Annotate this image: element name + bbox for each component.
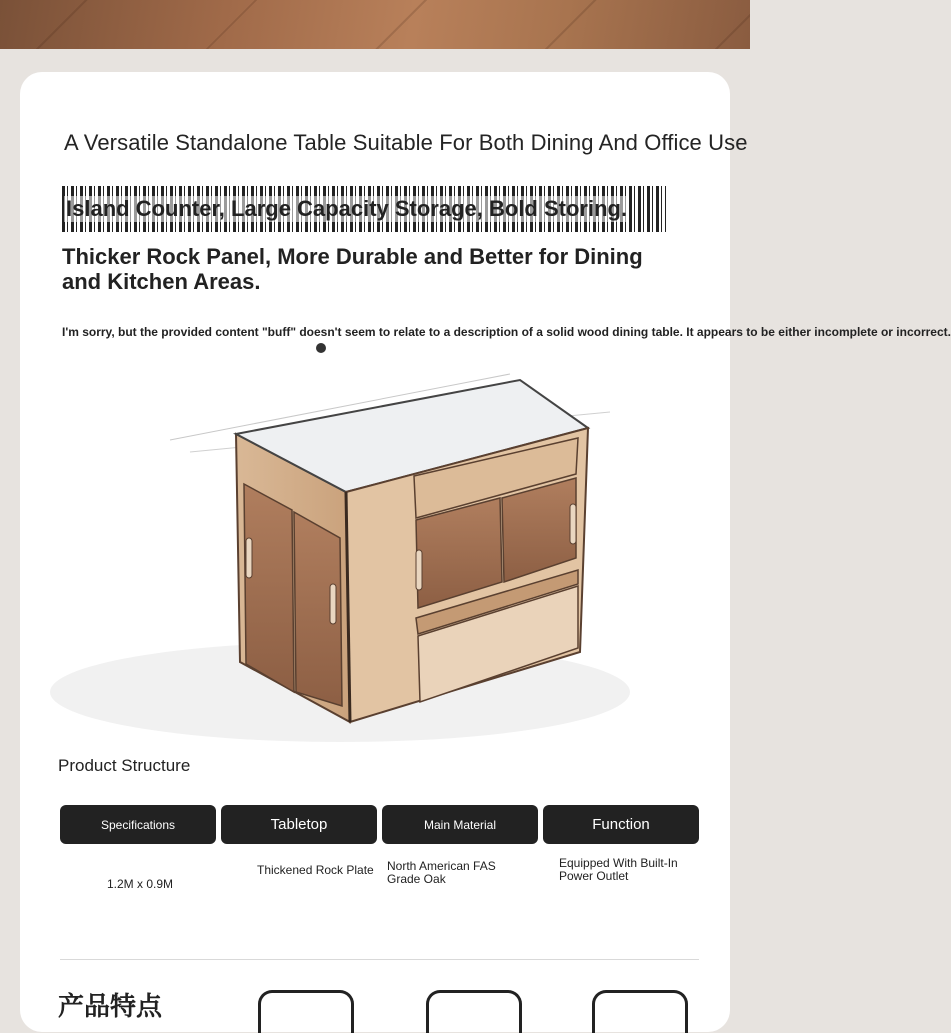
headline-versatile: A Versatile Standalone Table Suitable For Both Dining And Office Use (64, 130, 748, 155)
product-structure-title: Product Structure (58, 756, 191, 775)
feature-icon-3 (592, 990, 688, 1033)
island-cabinet-illustration (50, 362, 670, 752)
headline-island-counter-banner (62, 186, 666, 232)
product-card (20, 72, 951, 1032)
cursor-dot-icon (316, 343, 326, 353)
tab-tabletop[interactable]: Tabletop (221, 805, 377, 844)
tab-main-material[interactable]: Main Material (382, 805, 538, 844)
description-text: I'm sorry, but the provided content "buff" doesn't seem to relate to a description of a solid wood dining table. It appears to be either incomplete or incorrect. (62, 325, 951, 339)
spec-value-function: Equipped With Built-In Power Outlet (559, 856, 678, 883)
tab-specifications[interactable]: Specifications (60, 805, 216, 844)
spec-value-size: 1.2M x 0.9M (107, 877, 174, 891)
headline-rock-panel: Thicker Rock Panel, More Durable and Better for Dining and Kitchen Areas. (62, 244, 643, 294)
wood-floor-banner (0, 0, 750, 49)
spec-value-material: North American FAS Grade Oak (387, 859, 496, 886)
features-title: 产品特点 (58, 992, 163, 1022)
spec-value-tabletop: Thickened Rock Plate (257, 863, 374, 877)
feature-icon-1 (258, 990, 354, 1033)
section-divider (60, 959, 699, 960)
feature-icon-2 (426, 990, 522, 1033)
headline-island-counter: Island Counter, Large Capacity Storage, Bold Storing. (66, 196, 628, 221)
tab-function[interactable]: Function (543, 805, 699, 844)
